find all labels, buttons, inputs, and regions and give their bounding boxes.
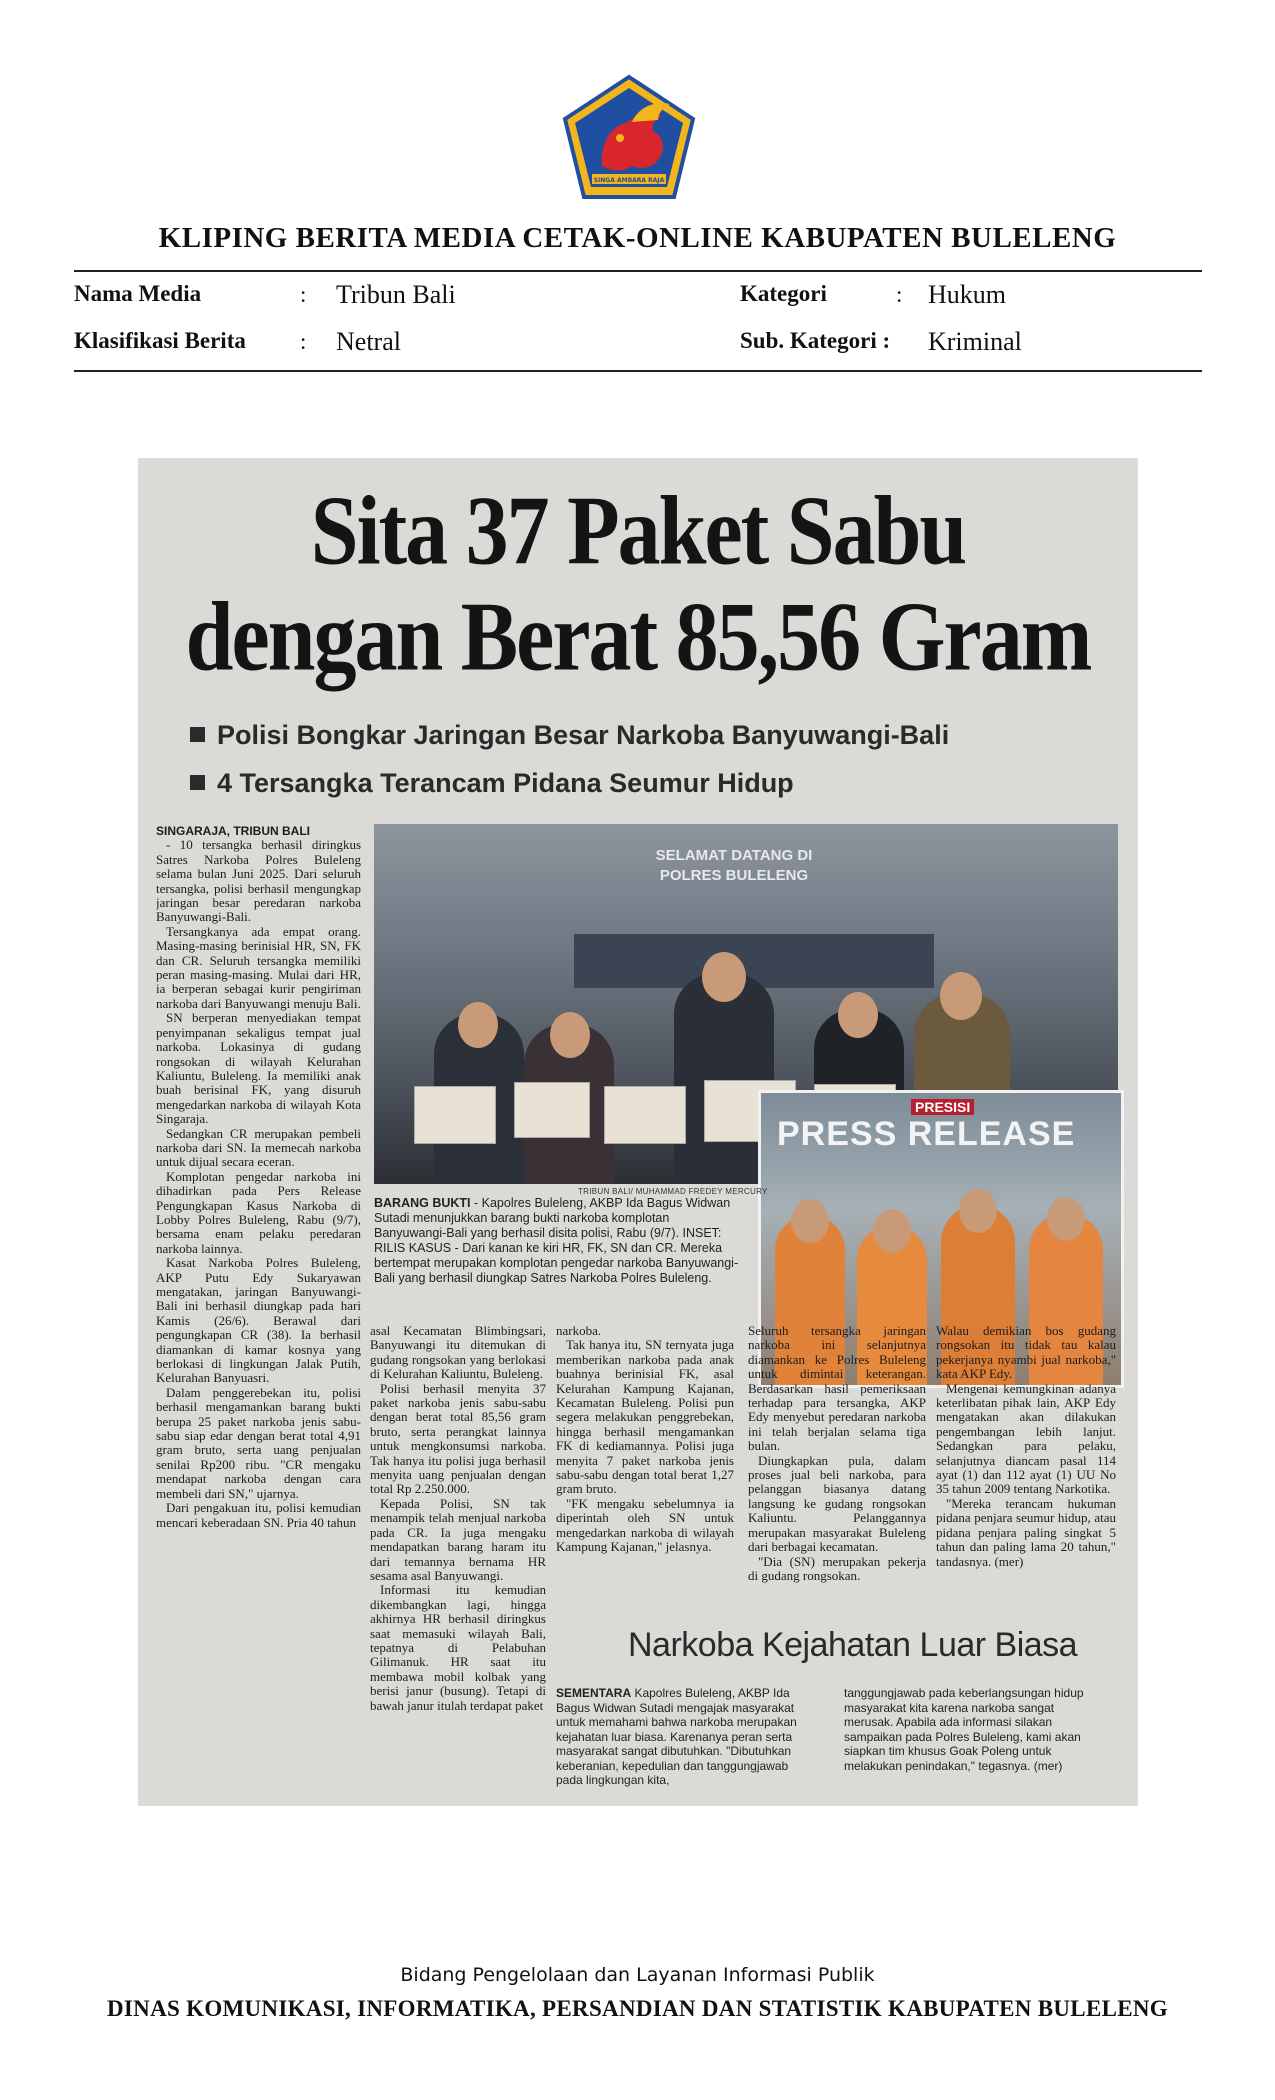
paragraph: Kepada Polisi, SN tak menampik telah menjual narkoba pada CR. Ia juga mengaku mendapatkan barang haram itu dari temannya bernama HR sesama asal Banyuwangi. bbox=[370, 1495, 546, 1583]
subkategori-label: Sub. Kategori : bbox=[740, 328, 891, 353]
subheadline-1 bbox=[190, 720, 949, 751]
inset-person-head bbox=[873, 1209, 911, 1253]
paragraph: asal Kecamatan Blimbingsari, Banyuwangi itu ditemukan di gudang rongsokan yang berlokasi di Kelurahan Kaliuntu, Buleleng. bbox=[370, 1324, 546, 1382]
article-column-2 bbox=[370, 1324, 546, 1802]
photo-person-head bbox=[550, 1012, 590, 1058]
evidence-package bbox=[514, 1082, 590, 1138]
paragraph: Sedangkan CR merupakan pembeli narkoba dari SN. Ia memecah narkoba untuk dijual secara eceran. bbox=[156, 1125, 361, 1170]
inset-person-head bbox=[791, 1199, 829, 1243]
square-bullet-icon bbox=[190, 727, 205, 742]
media-label: Nama Media bbox=[74, 281, 202, 306]
photo-credit: TRIBUN BALI/ MUHAMMAD FREDEY MERCURY bbox=[578, 1187, 768, 1196]
headline-line-2: dengan Berat 85,56 Gram bbox=[185, 580, 1091, 692]
sidebar-box-lead: SEMENTARA bbox=[556, 1686, 632, 1700]
newspaper-clipping bbox=[138, 458, 1138, 1806]
headline-line-1: Sita 37 Paket Sabu bbox=[310, 474, 966, 586]
paragraph: Dalam penggerebekan itu, polisi berhasil mengamankan barang bukti berupa 25 paket narkoba jenis sabu-sabu siap edar dengan berat total 4,91 gram bruto, serta uang penjualan senilai Rp200 ribu. "CR mengaku mendapat narkoba dengan cara membeli dari SN," ujarnya. bbox=[156, 1384, 361, 1501]
evidence-package bbox=[604, 1086, 686, 1144]
inset-logo-label: PRESISI bbox=[911, 1099, 974, 1115]
paragraph: Kasat Narkoba Polres Buleleng, AKP Putu Edy Sukaryawan mengatakan, jaringan Banyuwangi-Bali ini berhasil diungkap pada hari Kamis (26/6). Berawal dari pengungkapan CR (38). Ia berhasil diamankan di kamar kosnya yang berlokasi di lingkungan Jalak Putih, Kelurahan Banyuasri. bbox=[156, 1255, 361, 1386]
paragraph: "Mereka terancam hukuman pidana penjara seumur hidup, atau pidana penjara paling singkat 5 tahun dan paling lama 20 tahun," tandasnya. (mer) bbox=[936, 1495, 1116, 1569]
paragraph: Mengenai kemungkinan adanya keterlibatan pihak lain, AKP Edy mengatakan akan dilakukan pengembangan lebih lanjut. Sedangkan para pelaku, selanjutnya diancam pasal 114 ayat (1) dan 112 ayat (1) UU No 35 tahun 2009 tentang Narkotika. bbox=[936, 1380, 1116, 1497]
paragraph: SN berperan menyediakan tempat penyimpanan sekaligus tempat jual narkoba. Lokasinya di gudang rongsokan di wilayah Kelurahan Kaliuntu, Buleleng. Ia memiliki anak buah berisinal FK, yang disuruh mengedarkan narkoba di wilayah Kota Singaraja. bbox=[156, 1010, 361, 1127]
paragraph: Informasi itu kemudian dikembangkan lagi, hingga akhirnya HR berhasil diringkus saat memasuki wilayah Bali, tepatnya di Pelabuhan Gilimanuk. HR saat itu membawa mobil kolbak yang berisi janur (busung). Tetapi di bawah janur itulah terdapat paket bbox=[370, 1582, 546, 1713]
footer-agency: DINAS KOMUNIKASI, INFORMATIKA, PERSANDIAN DAN STATISTIK KABUPATEN BULELENG bbox=[107, 1996, 1168, 2021]
dateline: SINGARAJA, TRIBUN BALI bbox=[156, 824, 311, 838]
page-title: KLIPING BERITA MEDIA CETAK-ONLINE KABUPATEN BULELENG bbox=[158, 222, 1117, 254]
subheadline-2 bbox=[190, 768, 794, 799]
paragraph: Tak hanya itu, SN ternyata juga memberikan narkoba pada anak buahnya berinisial FK, asal Kelurahan Kampung Kajanan, Kecamatan Buleleng. Polisi pun segera melakukan penggrebekan, hingga berhasil mengamankan FK di kediamannya. Polisi juga menyita 7 paket narkoba jenis sabu-sabu dengan total berat 1,27 gram bruto. bbox=[556, 1337, 734, 1497]
paragraph: Dari pengakuan itu, polisi kemudian mencari keberadaan SN. Pria 40 tahun bbox=[156, 1500, 361, 1530]
sidebar-box-title: Narkoba Kejahatan Luar Biasa bbox=[628, 1626, 1078, 1664]
press-release-banner: PRESS RELEASE bbox=[777, 1115, 1076, 1153]
evidence-package bbox=[414, 1086, 496, 1144]
subheadline-2-text: 4 Tersangka Terancam Pidana Seumur Hidup bbox=[217, 768, 794, 798]
title-divider bbox=[74, 270, 1202, 272]
paragraph: "FK mengaku sebelumnya ia diperintah oleh SN untuk mengedarkan narkoba di wilayah Kampung Kajanan," jelasnya. bbox=[556, 1495, 734, 1555]
photo-person-head bbox=[702, 952, 746, 1002]
paragraph: "Dia (SN) merupakan pekerja di gudang rongsokan. bbox=[748, 1553, 926, 1583]
buleleng-emblem-logo bbox=[562, 74, 696, 200]
paragraph: Komplotan pengedar narkoba ini dihadirkan pada Pers Release Pengungkapan Kasus Narkoba di Lobby Polres Buleleng, Rabu (9/7), bersama enam pelaku peredaran narkoba lainnya. bbox=[156, 1168, 361, 1256]
photo-person-head bbox=[838, 992, 878, 1038]
article-column-5 bbox=[936, 1324, 1116, 1614]
paragraph: Tersangkanya ada empat orang. Masing-masing berinisial HR, SN, FK dan CR. Seluruh tersangka memiliki peran masing-masing. Mulai dari HR, ia berperan sebagai kurir pengiriman narkoba dari Banyuwangi menuju Bali. bbox=[156, 923, 361, 1011]
paragraph: narkoba. bbox=[556, 1324, 602, 1338]
klasifikasi-colon: : bbox=[300, 329, 307, 354]
paragraph: Seluruh tersangka jaringan narkoba ini selanjutnya diamankan ke Polres Buleleng untuk dimintai keterangan. Berdasarkan hasil pemeriksaan terhadap para tersangka, AKP Edy menyebut peredaran narkoba ini telah berjalan selama tiga bulan. bbox=[748, 1324, 926, 1454]
article-column-1 bbox=[156, 824, 361, 1802]
sidebar-box-text-1: Kapolres Buleleng, AKBP Ida Bagus Widwan Sutadi mengajak masyarakat untuk memahami bahwa narkoba merupakan kejahatan luar biasa. Karenanya peran serta masyarakat sangat dibutuhkan. "Dibutuhkan keberanian, kepedulian dan tanggungjawab pada lingkungan kita, bbox=[556, 1686, 797, 1787]
square-bullet-icon bbox=[190, 775, 205, 790]
klasifikasi-value: Netral bbox=[336, 327, 401, 356]
kategori-label: Kategori bbox=[740, 281, 827, 306]
photo-person-head bbox=[458, 1002, 498, 1048]
inset-person-head bbox=[959, 1189, 997, 1233]
paragraph: Polisi berhasil menyita 37 paket narkoba jenis sabu-sabu dengan berat total 85,56 gram bruto, serta perangkat lainnya untuk mengkonsumsi narkoba. Tak hanya itu polisi juga berhasil menyita uang penjualan dengan total Rp 2.250.000. bbox=[370, 1380, 546, 1497]
media-colon: : bbox=[300, 282, 307, 307]
subkategori-value: Kriminal bbox=[928, 327, 1022, 356]
article-column-4 bbox=[748, 1324, 926, 1614]
footer-department: Bidang Pengelolaan dan Layanan Informasi Publik bbox=[400, 1964, 875, 1986]
article-column-3 bbox=[556, 1324, 734, 1614]
paragraph: Walau demikian bos gudang rongsokan itu tidak tau kalau pekerjanya nyambi jual narkoba," kata AKP Edy. bbox=[936, 1324, 1116, 1382]
kategori-colon: : bbox=[896, 282, 903, 307]
photo-person-head bbox=[940, 972, 982, 1020]
photo-sign: SELAMAT DATANG DI POLRES BULELENG bbox=[655, 847, 813, 884]
inset-person-head bbox=[1047, 1197, 1085, 1241]
sidebar-box-column-1 bbox=[556, 1686, 811, 1788]
paragraph: Diungkapkan pula, dalam proses jual beli narkoba, para pelanggan biasanya datang langsung ke gudang rongsokan Kaliuntu. Pelanggannya merupakan masyarakat Buleleng dari berbagai kecamatan. bbox=[748, 1452, 926, 1555]
sidebar-box-text-2: tanggungjawab pada keberlangsungan hidup masyarakat kita karena narkoba sangat merusak. Apabila ada informasi silakan sampaikan pada Polres Buleleng, kami akan siapkan tim khusus Goak Poleng untuk melakukan penindakan," tegasnya. (mer) bbox=[844, 1686, 1084, 1773]
subheadline-1-text: Polisi Bongkar Jaringan Besar Narkoba Banyuwangi-Bali bbox=[217, 720, 950, 750]
paragraph: - 10 tersangka berhasil diringkus Satres Narkoba Polres Buleleng selama bulan Juni 2025. Dari seluruh tersangka, polisi berhasil mengungkap jaringan besar peredaran narkoba Banyuwangi-Bali. bbox=[156, 837, 361, 925]
caption-text: - Kapolres Buleleng, AKBP Ida Bagus Widwan Sutadi menunjukkan barang bukti narkoba komplotan Banyuwangi-Bali yang berhasil disita polisi, Rabu (9/7). INSET: RILIS KASUS - Dari kanan ke kiri HR, FK, SN dan CR. Mereka bertempat merupakan komplotan pengedar narkoba Banyuwangi-Bali yang berhasil diungkap Satres Narkoba Polres Buleleng. bbox=[374, 1196, 739, 1285]
klasifikasi-label: Klasifikasi Berita bbox=[74, 328, 246, 353]
caption-lead: BARANG BUKTI bbox=[374, 1196, 471, 1210]
kategori-value: Hukum bbox=[928, 280, 1006, 309]
media-value: Tribun Bali bbox=[336, 280, 456, 309]
photo-caption bbox=[374, 1196, 744, 1286]
sidebar-box-column-2 bbox=[844, 1686, 1099, 1773]
logo-motto: SINGA AMBARA RAJA bbox=[593, 177, 665, 184]
meta-divider bbox=[74, 370, 1202, 372]
